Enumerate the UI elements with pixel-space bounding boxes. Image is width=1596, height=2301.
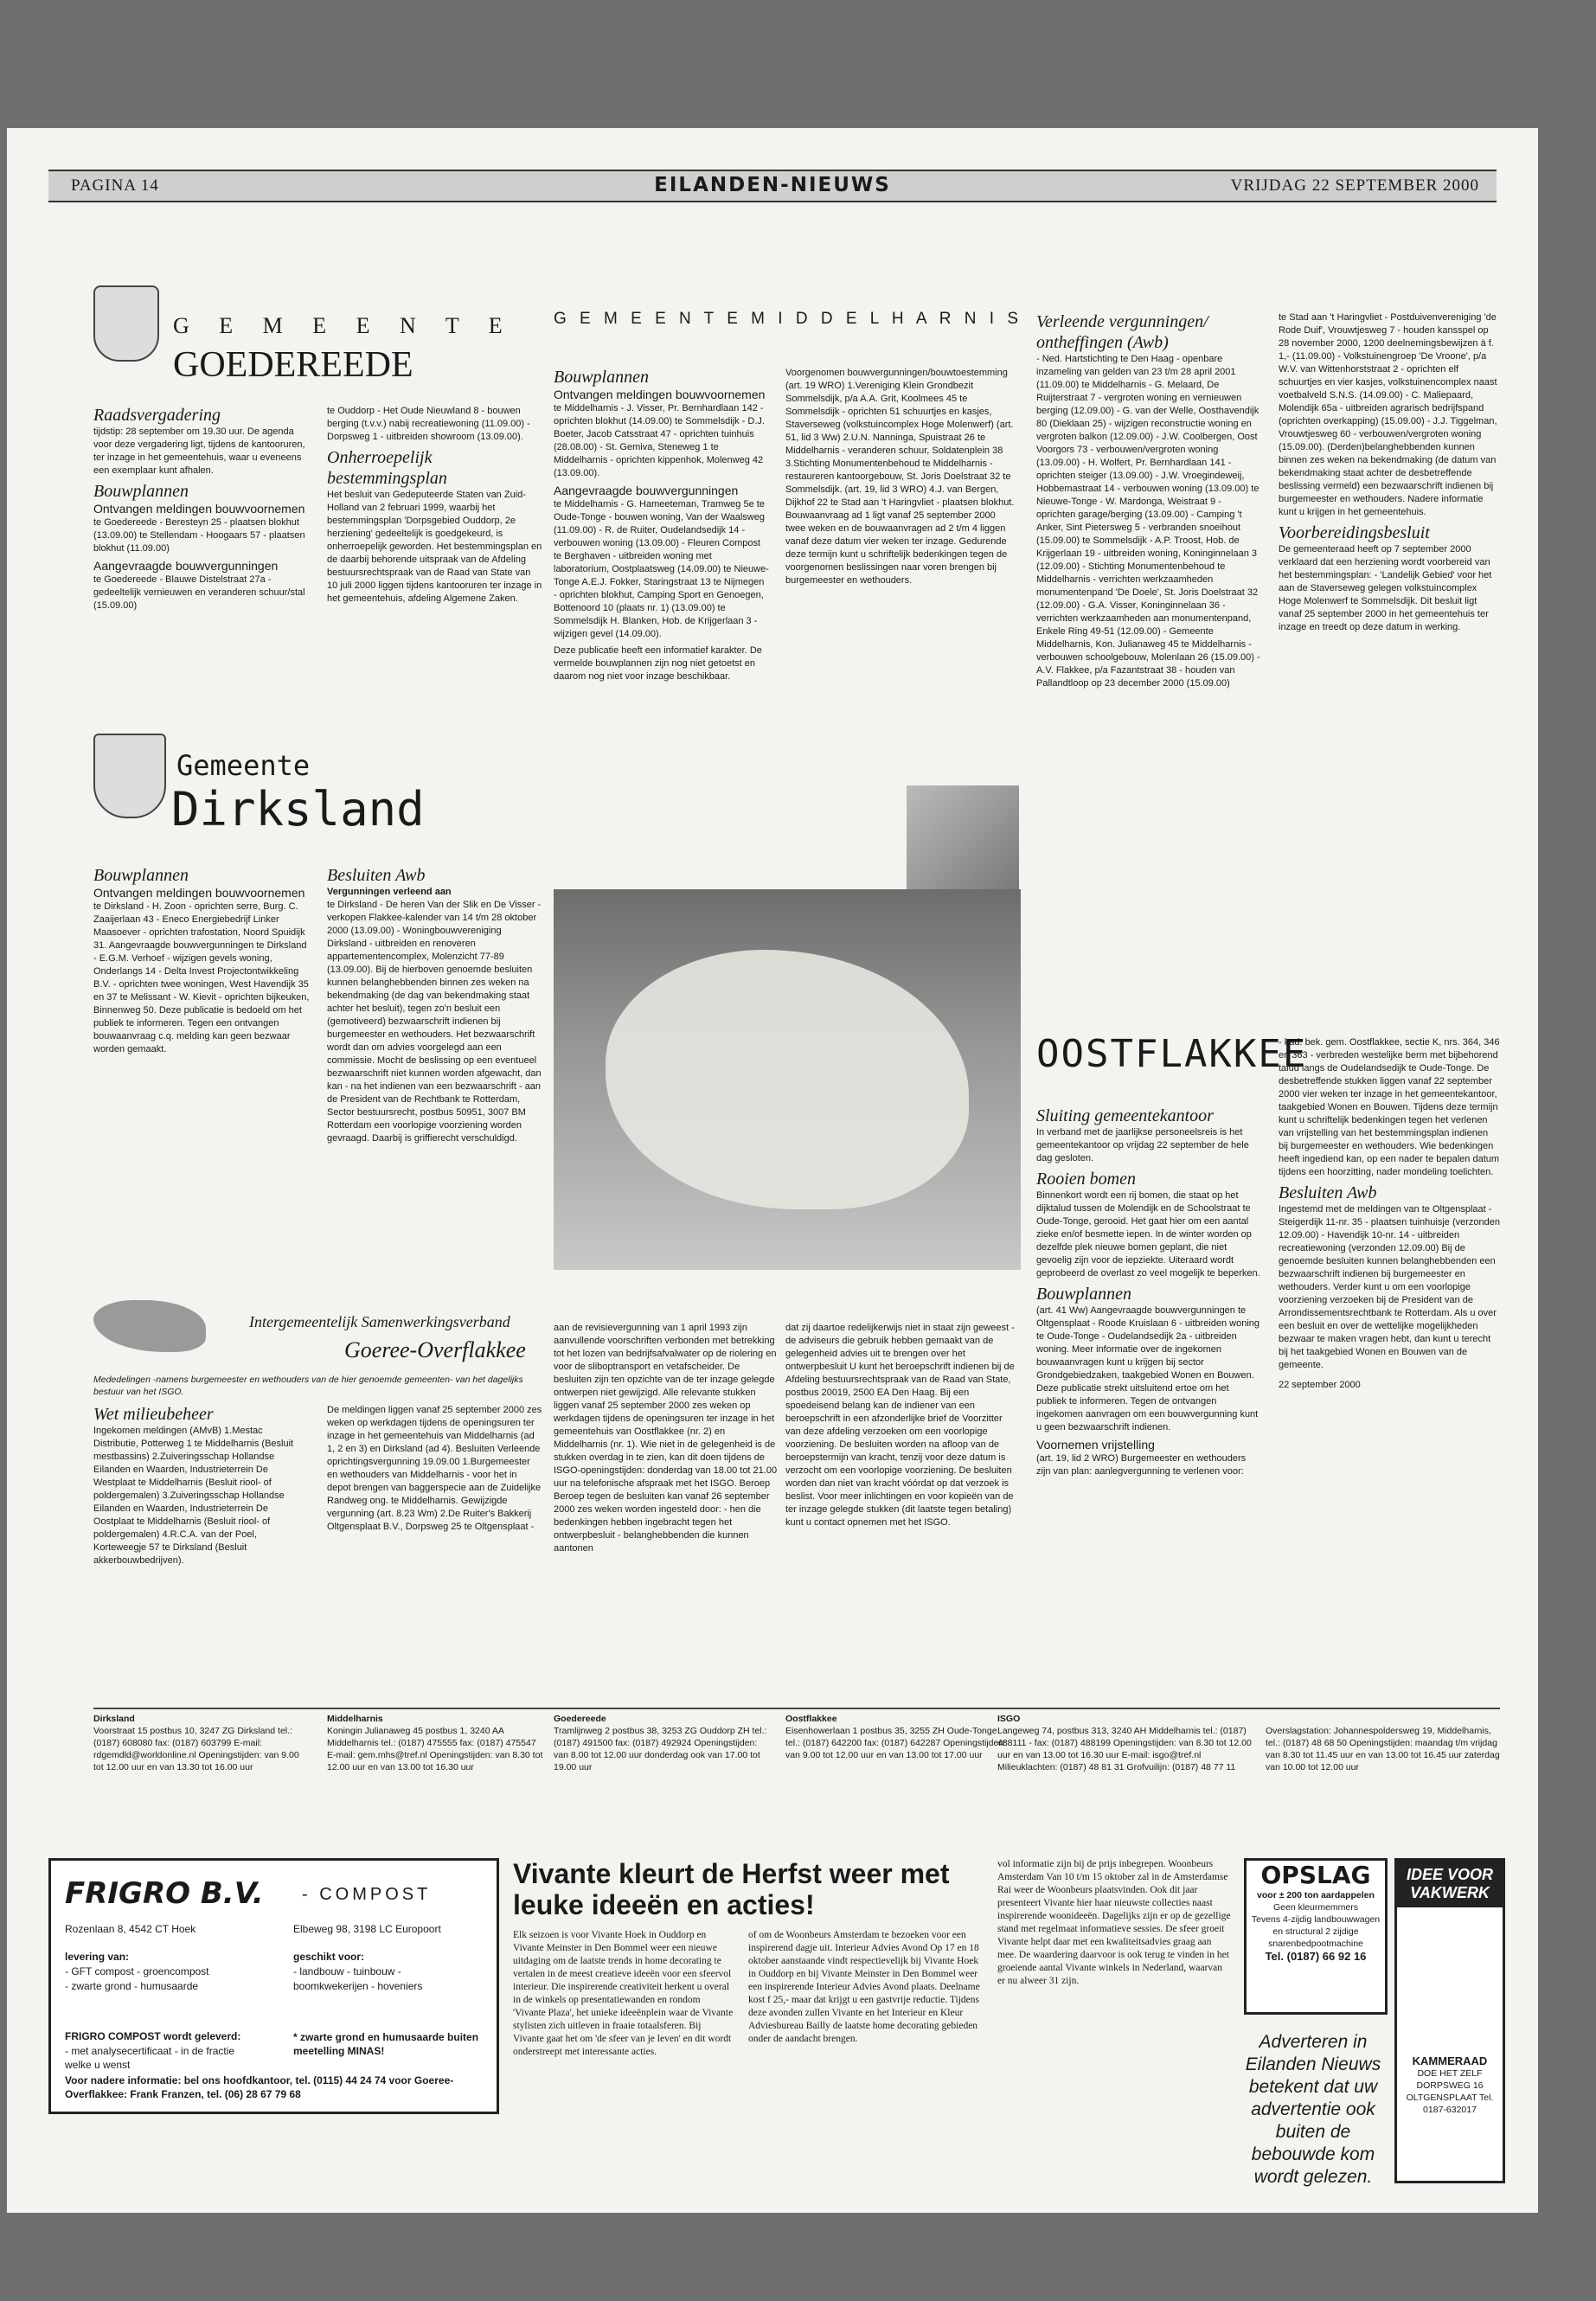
oostflakkee-col2 xyxy=(1279,1036,1500,1395)
frigro-levering-label: levering van: xyxy=(65,1951,130,1963)
dirksland-col2 xyxy=(327,865,543,1149)
opslag-tel: Tel. (0187) 66 92 16 xyxy=(1265,1950,1367,1963)
sluiting-title: Sluiting gemeentekantoor xyxy=(1036,1106,1214,1125)
dirksland-bouwplannen-title: Bouwplannen xyxy=(93,866,189,885)
opslag-line1: voor ± 200 ton aardappelen xyxy=(1257,1890,1375,1900)
opslag-ad xyxy=(1244,1858,1388,2015)
oostflakkee-date: 22 september 2000 xyxy=(1279,1380,1361,1390)
isgo-title: Intergemeentelijk Samenwerkingsverband xyxy=(249,1313,510,1330)
goedereede-col1 xyxy=(93,405,310,616)
verleende-title: Verleende vergunningen/ ontheffingen (Awb) xyxy=(1036,312,1208,352)
page-header xyxy=(48,170,1497,202)
goedereede-ouddorp-text: te Ouddorp - Het Oude Nieuwland 8 - bouwen berging (t.v.v.) nabij recreatiewoning (11.09.00) - Dorpsweg 1 - uitbreiden showroom (13.09.00). xyxy=(327,406,530,442)
rooien-title: Rooien bomen xyxy=(1036,1170,1136,1189)
trowel-icon xyxy=(907,785,1019,898)
wet-milieubeheer-title: Wet milieubeheer xyxy=(93,1405,214,1424)
address-text: Koningin Julianaweg 45 postbus 1, 3240 AA Middelharnis tel.: (0187) 475555 fax: (0187) 475547 E-mail: gem.mhs@tref.nl Openingstijden: van 8.30 tot 12.00 uur en van 13.00 tot 16.30 uur xyxy=(327,1726,543,1772)
address-goedereede xyxy=(554,1713,770,1773)
goedereede-bouwplannen-text: te Goedereede - Beresteyn 25 - plaatsen blokhut (13.09.00) te Stellendam - Hoogaars 57 - plaatsen blokhut (11.09.00) xyxy=(93,517,305,554)
address-rule xyxy=(93,1708,1500,1709)
oostflakkee-besluiten-text: Ingestemd met de meldingen van te Oltgensplaat - Steigerdijk 11-nr. 35 - plaatsen tuinhuisje (verzonden 12.09.00) - Havendijk 10-nr. 14 - uitbreiden recreatiewoning (verzonden 12.09.00) Bij de genoemde besluiten kunnen belanghebbenden een bezwaarschrift indienen bij burgemeester en wethouders. Verder kunt u om een voorlopige voorziening verzoeken bij de President van de Arrondissementsrechtbank te Rotterdam. Als u over een besluit en over de wettelijke mogelijkheden bezwaar te maken vragen hebt, dan kunt u terecht bij het taakgebied Wonen en Bouwen van de gemeente. xyxy=(1279,1204,1501,1370)
adverteren-promo: Adverteren in Eilanden Nieuws betekent dat uw advertentie ook buiten de bebouwde kom wordt gelezen. xyxy=(1245,2032,1381,2187)
frigro-ad xyxy=(48,1858,499,2114)
address-name: Oostflakkee xyxy=(785,1714,837,1724)
frigro-geschikt-label: geschikt voor: xyxy=(293,1951,365,1963)
oostflakkee-bouwplannen-title: Bouwplannen xyxy=(1036,1285,1131,1304)
vivante-headline: Vivante kleurt de Herfst weer met leuke ideeën en acties! xyxy=(513,1858,950,1920)
address-middelharnis xyxy=(327,1713,543,1773)
dirksland-name: Dirksland xyxy=(171,782,425,836)
isgo-besluiten-text: De meldingen liggen vanaf 25 september 2000 zes weken op werkdagen tijdens de openingsuren ter inzage in het gemeentehuis van Middelharnis (ad 1, 2 en 3) en Dirksland (ad 4). Besluiten Verleende oprichtingsvergunning 19.09.00 1.Burgemeester en wethouders van Middelharnis - voor het in depot brengen van baggerspecie aan de Zuidelijke Randweg ong. te Middelharnis. Gewijzigde vergunning (art. 8.23 Wm) 2.De Ruiter's Bakkerij Oltgensplaat B.V., Dorpsweg 25 te Oltgensplaat - xyxy=(327,1405,542,1532)
goedereede-crest-icon xyxy=(93,285,159,362)
dirksland-besluiten-sub: Vergunningen verleend aan xyxy=(327,887,452,897)
address-oostflakkee xyxy=(785,1713,1010,1761)
issue-date: VRIJDAG 22 SEPTEMBER 2000 xyxy=(1230,176,1479,195)
address-overslagstation xyxy=(1266,1725,1501,1773)
goedereede-aangevraagde-text: te Goedereede - Blauwe Distelstraat 27a - gedeeltelijk vernieuwen en veranderen schuur/stal (15.09.00) xyxy=(93,574,305,611)
opslag-title: OPSLAG xyxy=(1260,1861,1371,1889)
address-name: Middelharnis xyxy=(327,1714,383,1724)
idee-ad xyxy=(1394,1858,1505,2183)
address-name: Goedereede xyxy=(554,1714,606,1724)
oostflakkee-bouwplannen-text: (art. 41 Ww) Aangevraagde bouwvergunningen te Oltgensplaat - Roode Kruislaan 6 - uitbreiden woning te Oude-Tonge - Oudelandsedijk 2a - uitbreiden woning. Meer informatie over de ingekomen bouwaanvragen kunt u krijgen bij sector Grondgebiedzaken, taakgebied Wonen en Bouwen. Deze publicatie strekt uitsluitend ertoe om het publiek te informeren. Tegen de ontvangen ingekomen aanvragen om een bouwvergunning kunt u geen bezwaarschrift indienen. xyxy=(1036,1305,1260,1433)
dirksland-col1 xyxy=(93,865,310,1060)
middelharnis-col2 xyxy=(785,367,1017,591)
middelharnis-bouwplannen-text: te Middelharnis - J. Visser, Pr. Bernhardlaan 142 - oprichten blokhut (14.09.00) te Sommelsdijk - D.J. Boeter, Jacob Catsstraat 47 - oprichten tuinhuis (28.08.00) - St. Gemiva, Steneweg 1 te Middelharnis - oprichten kippenhok, Molenweg 42 (13.09.00). xyxy=(554,403,765,478)
island-shape xyxy=(606,950,969,1209)
newspaper-title: EILANDEN-NIEUWS xyxy=(654,174,891,196)
address-dirksland xyxy=(93,1713,310,1773)
rooien-text: Binnenkort wordt een rij bomen, die staat op het dijktalud tussen de Molendijk en de Schoolstraat te Oude-Tonge, gerooid. Het gaat hier om een aantal zieke en/of besmette iepen. In de winter worden op dezelfde plek nieuwe bomen geplant, die niet gevoelig zijn voor de iepziekte. Uiteraard wordt geprobeerd de overlast zo veel mogelijk te beperken. xyxy=(1036,1190,1260,1279)
isgo-col4 xyxy=(785,1322,1017,1533)
onherroepelijk-text: Het besluit van Gedeputeerde Staten van Zuid-Holland van 2 februari 1999, waarbij het bestemmingsplan 'Dorpsgebied Ouddorp, 2e herziening' gedeeltelijk is goedgekeurd, is onherroepelijk geworden. Het bestemmingsplan en de daarbij behorende uitspraak van de Afdeling bestuursrechtspraak van de Raad van State van 10 juli 2000 liggen tijdens kantooruren ter inzage in het gemeentehuis, afdeling Algemene Zaken. xyxy=(327,490,542,604)
address-text: Overslagstation: Johannespoldersweg 19, Middelharnis, tel.: (0187) 48 68 50 Openingstijden: maandag t/m vrijdag van 8.30 tot 11.45 uur en van 13.00 tot 16.45 uur zaterdag van 10.00 tot 12.00 uur xyxy=(1266,1726,1500,1772)
raadsvergadering-text: tijdstip: 28 september om 19.30 uur. De agenda voor deze vergadering ligt, tijdens de kantooruren, ter inzage in het gemeentehuis, waar u eveneens een exemplaar kunt afhalen. xyxy=(93,426,305,476)
address-name: ISGO xyxy=(997,1714,1021,1724)
oostflakkee-besluiten-title: Besluiten Awb xyxy=(1279,1183,1377,1202)
vivante-ad xyxy=(513,1858,984,2187)
middelharnis-bouwplannen-sub: Ontvangen meldingen bouwvoornemen xyxy=(554,388,766,401)
frigro-addr1: Rozenlaan 8, 4542 CT Hoek xyxy=(65,1923,196,1935)
goedereede-bouwplannen-sub: Ontvangen meldingen bouwvoornemen xyxy=(93,502,305,516)
dirksland-bouwplannen-sub: Ontvangen meldingen bouwvoornemen xyxy=(93,886,305,900)
kammeraad-addr: DOE HET ZELF DORPSWEG 16 OLTGENSPLAAT Tel. 0187-632017 xyxy=(1406,2068,1494,2115)
frigro-footer: Voor nadere informatie: bel ons hoofdkantoor, tel. (0115) 44 24 74 voor Goeree-Overflakkee: Frank Franzen, tel. (06) 28 67 79 68 xyxy=(65,2074,454,2100)
opslag-line3: Tevens 4-zijdig landbouwwagen en structural 2 zijdige snarenbedpootmachine xyxy=(1251,1914,1381,1949)
goedereede-col2 xyxy=(327,405,543,609)
goedereede-bouwplannen-title: Bouwplannen xyxy=(93,482,189,501)
middelharnis-col4 xyxy=(1279,311,1500,638)
voorbereidingsbesluit-title: Voorbereidingsbesluit xyxy=(1279,523,1430,542)
goedereede-gemeente: G E M E E N T E xyxy=(173,313,515,338)
frigro-geleverd-label: FRIGRO COMPOST wordt geleverd: xyxy=(65,2030,241,2042)
raadsvergadering-title: Raadsvergadering xyxy=(93,406,221,425)
middelharnis-aangevraagde-title: Aangevraagde bouwvergunningen xyxy=(554,484,739,497)
isgo-map-icon xyxy=(93,1300,206,1352)
kammeraad-title: KAMMERAAD xyxy=(1412,2054,1488,2067)
stad-aan-haringvliet-text: te Stad aan 't Haringvliet - Postduivenvereniging 'de Rode Duif', Vrouwtjesweg 7 - houden kansspel op 28 november 2000, 1200 deelnemingsbewijzen à f. 1,- (11.09.00) - Volkstuinengroep 'De Vroone', p/a W.V. van Wittenhorststraat 2 - oprichten elf schuurtjes en vier kasjes, volkstuinencomplex naast voetbalveld S.N.S. (14.09.00) - C. Maliepaard, Molendijk 65a - uitbreiden agrarisch bedrijfspand (oprichten overkapping) (15.09.00) - J.J. Tiggelman, Vrouwtjesweg 60 - verbouwen/vergroten woning (15.09.00). (Derden)belanghebbenden kunnen binnen zes weken na bekendmaking (de datum van bekendmaking staat achter de desbetreffende beslissing vermeld) een bezwaarschrift indienen bij burgemeester en wethouders. Nadere informatie kunt u krijgen in het gemeentehuis. xyxy=(1279,312,1497,517)
dirksland-besluiten-text: te Dirksland - De heren Van der Slik en De Visser - verkopen Flakkee-kalender van 14 t/m 28 oktober 2000 (13.09.00) - Woningbouwvereniging Dirksland - uitbreiden en renoveren appartementencomplex, Molenzicht 77-89 (13.09.00). Bij de hierboven genoemde besluiten kunnen belanghebbenden binnen zes weken na bekendmaking (de dag van bekendmaking staat achter het besluit), tegen zo'n besluit een (gemotiveerd) bezwaarschrift indienen bij burgemeester en wethouders. Het bezwaarschrift wordt dan om advies voorgelegd aan een commissie. Mocht de beslissing op een eventueel bezwaarschrift niet kunnen worden afgewacht, dan kan - na het indienen van een bezwaarschrift - aan de President van de Rechtbank te Rotterdam, Sector bestuursrecht, postbus 50951, 3007 BM Rotterdam een voorlopige voorziening worden gevraagd. Daarbij is griffierecht verschuldigd. xyxy=(327,900,542,1144)
frigro-geschikt-items: - landbouw - tuinbouw - boomkwekerijen - hoveniers xyxy=(293,1965,423,1992)
verleende-text: - Ned. Hartstichting te Den Haag - openbare inzameling van gelden van 23 t/m 28 april 2001 (11.09.00) te Middelharnis - G. Melaard, De Ruijterstraat 7 - vergroten woning en vernieuwen berging (12.09.00) - G. van der Welle, Oosthavendijk 80 (Dieklaan 25) - wijzigen reconstructie woning en vergroten balkon (12.09.00) - J.W. Coolbergen, Oost Voorgors 73 - verbouwen/vergroten woning (13.09.00) - H. Wolfert, Pr. Bernhardlaan 141 - oprichten steiger (13.09.00) - J.W. Vroegindeweij, Hobbemastraat 14 - verbouwen woning (13.09.00) te Nieuwe-Tonge - W. Mardonga, Weistraat 9 - oprichten garage/berging (13.09.00) - Camping 't Anker, Sint Pietersweg 5 - verbranden snoeihout (15.09.00) te Sommelsdijk - A.P. Troost, Hob. de Krijgerlaan 19 - uitbreiden woning, Koninginnelaan 3 (12.09.00) - Stichting Monumentenbehoud te Middelharnis - verrichten werkzaamheden monumentenpand 'De Doele', St. Joris Doelstraat 32 (12.09.00) - G.A. Visser, Koninginnelaan 36 - verrichten werkzaamheden aan monumentenpand, Enkele Ring 49-51 (12.09.00) - Gemeente Middelharnis, Kon. Julianaweg 45 te Middelharnis - verbouwen schoolgebouw, Molenlaan 26 (15.09.00) - A.V. Flakkee, p/a Fazantstraat 38 - houden van Pallandtloop op 23 december 2000 (15.09.00) xyxy=(1036,354,1260,689)
oostflakkee-col1 xyxy=(1036,1106,1261,1482)
goedereede-aangevraagde-title: Aangevraagde bouwvergunningen xyxy=(93,559,279,573)
dirksland-bouwplannen-text: te Dirksland - H. Zoon - oprichten serre, Burg. C. Zaaijerlaan 43 - Eneco Energiebedrijf Linker Maasoever - oprichten trafostation, Noord Spuidijk 31. Aangevraagde bouwvergunningen te Dirksland - E.G.M. Verhoef - wijzigen gevels woning, Onderlangs 14 - Delta Invest Projectontwikkeling B.V. - oprichten twee woningen, West Havendijk 35 en 37 te Melissant - W. Kievit - oprichten bijkeuken, Binnenweg 50. Deze publicatie is bedoeld om het publiek te informeren. Tegen een ontvangen bouwaanvraag c.q. melding kan geen bezwaar worden gemaakt. xyxy=(93,901,310,1054)
address-isgo xyxy=(997,1713,1257,1773)
vivante-col1: Elk seizoen is voor Vivante Hoek in Ouddorp en Vivante Meinster in Den Bommel weer een nieuwe uitdaging om de laatste trends in home decorating te vertalen in de meest creatieve ideeën voor een sfeervol interieur. Die inspirerende creativiteit herkent u overal in de winkels op presentatiewanden en rondom 'Vivante Plaza', het unieke ideeënplein waar de Vivante stylisten zich uitleven in fraaie totaalsferen. Bij Vivante gaat het om 'de sfeer van je leven' en dit wordt onderstreept met interessante acties. xyxy=(513,1930,734,2057)
middelharnis-voorgenomen-text: Voorgenomen bouwvergunningen/bouwtoestemming (art. 19 WRO) 1.Vereniging Klein Grondbezit Sommelsdijk, p/a A.A. Grit, Koolmees 45 te Sommelsdijk - oprichten 51 schuurtjes en kasjes, Staverseweg (volkstuincomplex Hoge Molenwerf) (art. 51, lid 3 Ww) 2.U.N. Nanninga, Spuistraat 26 te Middelharnis - veranderen schuur, Soldatenplein 38 3.Stichting Monumentenbehoud te Middelharnis - restaureren kantoorgebouw, St. Joris Doelstraat 32 te Sommelsdijk. (art. 19, lid 3 WRO) 4.J. van Bergen, Dijkhof 22 te Stad aan 't Haringvliet - plaatsen blokhut. Bouwaanvraag ad 1 ligt vanaf 25 september 2000 twee weken en de bouwaanvragen ad 2 t/m 4 liggen vanaf deze datum vier weken ter inzage. Gedurende deze termijn kunt u schriftelijk bedenkingen tegen de voorgenomen beslissingen naar voren brengen bij burgemeester en wethouders. xyxy=(785,368,1015,586)
isgo-col1 xyxy=(93,1404,310,1571)
address-text: Langeweg 74, postbus 313, 3240 AH Middelharnis tel.: (0187) 488111 - fax: (0187) 488199 Openingstijden: van 8.30 tot 12.00 uur en van 13.00 tot 16.30 uur E-mail: isgo@tref.nl Milieuklachten: (0187) 48 81 31 Grofvuilijn: (0187) 48 77 11 xyxy=(997,1726,1252,1772)
opslag-line2: Geen kleurmemmers xyxy=(1272,1902,1359,1913)
frigro-geleverd-items: - met analysecertificaat - in de fractie welke u wenst xyxy=(65,2045,235,2071)
dirksland-besluiten-title: Besluiten Awb xyxy=(327,866,426,885)
address-name: Dirksland xyxy=(93,1714,135,1724)
middelharnis-col3 xyxy=(1036,311,1261,694)
vivante-col3: vol informatie zijn bij de prijs inbegrepen. Woonbeurs Amsterdam Van 10 t/m 15 oktober zal in de Amsterdamse Rai weer de Woonbeurs plaatsvinden. Ook dit jaar presenteert Vivante hier haar nieuwste collecties naast inspirerende woonideeën. Dagelijks zijn er op de gezellige stand met regelmaat informatieve sessies. De sfeer groeit Vivante helpt daar met een kwaliteitsadvies graag aan mee. De waardering daarvoor is ook terug te vinden in het groeiende aantal Vivante winkels in Nederland, waarvan er nu alweer 31 zijn. xyxy=(997,1859,1231,1986)
address-text: Eisenhowerlaan 1 postbus 35, 3255 ZH Oude-Tonge tel.: (0187) 642200 fax: (0187) 642287 Openingstijden: van 9.00 tot 12.00 uur en van 13.00 tot 17.00 uur xyxy=(785,1726,1007,1760)
isgo-col3 xyxy=(554,1322,779,1559)
isgo-beroep-text: dat zij daartoe redelijkerwijs niet in staat zijn geweest - de adviseurs die gebruik hebben gemaakt van de gelegenheid advies uit te brengen over het ontwerpbesluit U kunt het beroepschrift indienen bij de Afdeling bestuursrechtspraak van de Raad van State, postbus 20019, 2500 EA Den Haag. Bij een spoedeisend belang kan de indiener van een beroepschrift in een afzonderlijke brief de Voorzitter van deze afdeling verzoeken om een voorlopige voorziening. De besluiten worden na afloop van de beroepstermijn van kracht, tenzij voor deze datum is verzocht om een voorlopige voorziening. De besluiten worden dan niet van kracht vóórdat op dat verzoek is beslist. Voor meer inlichtingen en voor kopieën van de ter inzage gelegde stukken (dit laatste tegen betaling) kunt u contact opnemen met het ISGO. xyxy=(785,1323,1015,1528)
isgo-title2: Goeree-Overflakkee xyxy=(344,1337,526,1362)
middelharnis-aangevraagde-text: te Middelharnis - G. Hameeteman, Tramweg 5e te Oude-Tonge - bouwen woning, Van der Waalsweg (11.09.00) - R. de Ruiter, Oudelandsedijk 14 - verbouwen woning (13.09.00) - Fleuren Compost te Berghaven - uitbreiden woning met laboratorium, Oostplaatsweg (14.09.00) te Nieuwe-Tonge A.E.J. Fokker, Staringstraat 13 te Nijmegen - oprichten blokhut, Camping Sport en Genoegen, Bottenoord 10 (plaats nr. 1) (13.09.00) te Sommelsdijk H. Blanken, Hob. de Krijgerlaan 3 - wijzigen gevel (14.09.00). xyxy=(554,499,769,639)
isgo-revisie-text: aan de revisievergunning van 1 april 1993 zijn aanvullende voorschriften verbonden met betrekking tot het lozen van bedrijfsafvalwater op de riolering en voor de sliboptransport en vetafscheider. De besluiten zijn ten opzichte van de ter inzage gelegde ontwerpen niet gewijzigd. Alle relevante stukken liggen vanaf 25 september 2000 zes weken op werkdagen tijdens de openingsuren ter inzage in het gemeentehuis van Oostflakkee (nr. 2) en Middelharnis (nr. 1). Wie niet in de gelegenheid is de stukken overdag in te zien, kan dit doen tijdens de ISGO-openingstijden: donderdag van 18.00 tot 21.00 uur na telefonische afspraak met het ISGO. Beroep Beroep tegen de besluiten kan vanaf 26 september 2000 zes weken worden ingesteld door: - hen die bedenkingen hebben ingebracht tegen het ontwerpbesluit - belanghebbenden die kunnen aantonen xyxy=(554,1323,778,1554)
frigro-logo: FRIGRO B.V. xyxy=(65,1876,264,1911)
middelharnis-col1 xyxy=(554,367,770,687)
address-text: Voorstraat 15 postbus 10, 3247 ZG Dirksland tel.: (0187) 608080 fax: (0187) 603799 E-mail: rdgemdld@worldonline.nl Openingstijden: van 9.00 tot 12.00 uur en van 13.30 tot 16.00 uur xyxy=(93,1726,299,1772)
frigro-levering-items: - GFT compost - groencompost - zwarte grond - humusaarde xyxy=(65,1965,209,1992)
dirksland-crest-icon xyxy=(93,734,166,818)
voorbereidingsbesluit-text: De gemeenteraad heeft op 7 september 2000 verklaard dat een herziening wordt voorbereid van het bestemmingsplan: - 'Landelijk Gebied' voor het aan de Staverseweg gelegen volkstuincomplex Hoge Molenwerf te Sommelsdijk. Dit besluit ligt vanaf 25 september 2000 in het gemeentehuis ter inzage en treedt op deze datum in werking. xyxy=(1279,544,1492,632)
address-text: Tramlijnweg 2 postbus 38, 3253 ZG Ouddorp ZH tel.: (0187) 491500 fax: (0187) 492924 Openingstijden: van 8.00 tot 12.00 uur donderdag ook van 17.00 tot 19.00 uur xyxy=(554,1726,767,1772)
middelharnis-deze-text: Deze publicatie heeft een informatief karakter. De vermelde bouwplannen zijn nog niet getoetst en daarom nog niet voor inzage beschikbaar. xyxy=(554,645,762,682)
isgo-meldingen-text: Ingekomen meldingen (AMvB) 1.Mestac Distributie, Potterweg 1 te Middelharnis (Besluit mestbassins) 2.Zuiveringsschap Hollandse Eilanden en Waarden, Industrieterrein De Westplaat te Middelharnis (Besluit riool- of poldergemalen) 3.Zuiveringsschap Hollandse Eilanden en Waarden, Industrieterrein De Oostplaat te Middelharnis (Besluit riool- of poldergemalen) 4.R.C.A. van der Poel, Korteweegje 57 te Dirksland (Besluit akkerbouwbedrijven). xyxy=(93,1426,294,1566)
dirksland-gemeente: Gemeente xyxy=(176,749,311,782)
onherroepelijk-title: Onherroepelijk bestemmingsplan xyxy=(327,448,447,488)
sluiting-text: In verband met de jaarlijkse personeelsreis is het gemeentekantoor op vrijdag 22 september de hele dag gesloten. xyxy=(1036,1127,1249,1163)
isgo-col2 xyxy=(327,1404,543,1537)
vivante-col2: of om de Woonbeurs Amsterdam te bezoeken voor een inspirerend dagje uit. Interieur Advies Avond Op 17 en 18 oktober aanstaande vindt respectievelijk bij Vivante Hoek in Ouddorp en bij Vivante Meinster in Den Bommel weer een inspirerende Interieur Advies Avond plaats. Deelname kost f 25,- maar dat krijgt u een gastvrije reductie. Tijdens deze avonden zullen Vivante en het Interieur en Kleur Adviesbureau Bailly de laatste home decorating gebieden onder de aandacht brengen. xyxy=(748,1930,980,2044)
voornemen-title: Voornemen vrijstelling xyxy=(1036,1438,1155,1452)
goedereede-name: GOEDEREEDE xyxy=(173,345,413,385)
frigro-addr2: Elbeweg 98, 3198 LC Europoort xyxy=(293,1923,441,1935)
oostflakkee-berm-text: - kad. bek. gem. Oostflakkee, sectie K, nrs. 364, 346 en 363 - verbreden westelijke berm met bijbehorend talud langs de Oudelandsedijk te Oude-Tonge. De desbetreffende stukken liggen vanaf 22 september 2000 vier weken ter inzage in het gemeentekantoor, taakgebied Wonen en Bouwen. Tijdens deze termijn kunt u schriftelijk bedenkingen tegen het verlenen van vrijstelling van het bestemmingsplan indienen bij burgemeester en wethouders. Wie bedenkingen heeft ingediend kan, op een nader te bepalen datum tijdens een hoorzitting, nader mondeling toelichten. xyxy=(1279,1037,1500,1177)
middelharnis-title: G E M E E N T E M I D D E L H A R N I S xyxy=(554,310,1023,328)
frigro-zwart: * zwarte grond en humusaarde buiten meetelling MINAS! xyxy=(293,2031,479,2057)
voornemen-text: (art. 19, lid 2 WRO) Burgemeester en wethouders zijn van plan: aanlegvergunning te verlenen voor: xyxy=(1036,1453,1247,1477)
island-map-image xyxy=(554,889,1021,1270)
page-number: PAGINA 14 xyxy=(71,176,159,195)
frigro-compost: - COMPOST xyxy=(302,1885,432,1904)
isgo-mededeling: Mededelingen -namens burgemeester en wethouders van de hier genoemde gemeenten- van het dagelijks bestuur van het ISGO. xyxy=(93,1375,523,1397)
oostflakkee-logo: OOSTFLAKKEE xyxy=(1036,1032,1308,1076)
idee-title: IDEE VOOR VAKWERK xyxy=(1397,1861,1503,1907)
newspaper-page xyxy=(7,128,1538,2213)
middelharnis-bouwplannen-title: Bouwplannen xyxy=(554,368,649,387)
